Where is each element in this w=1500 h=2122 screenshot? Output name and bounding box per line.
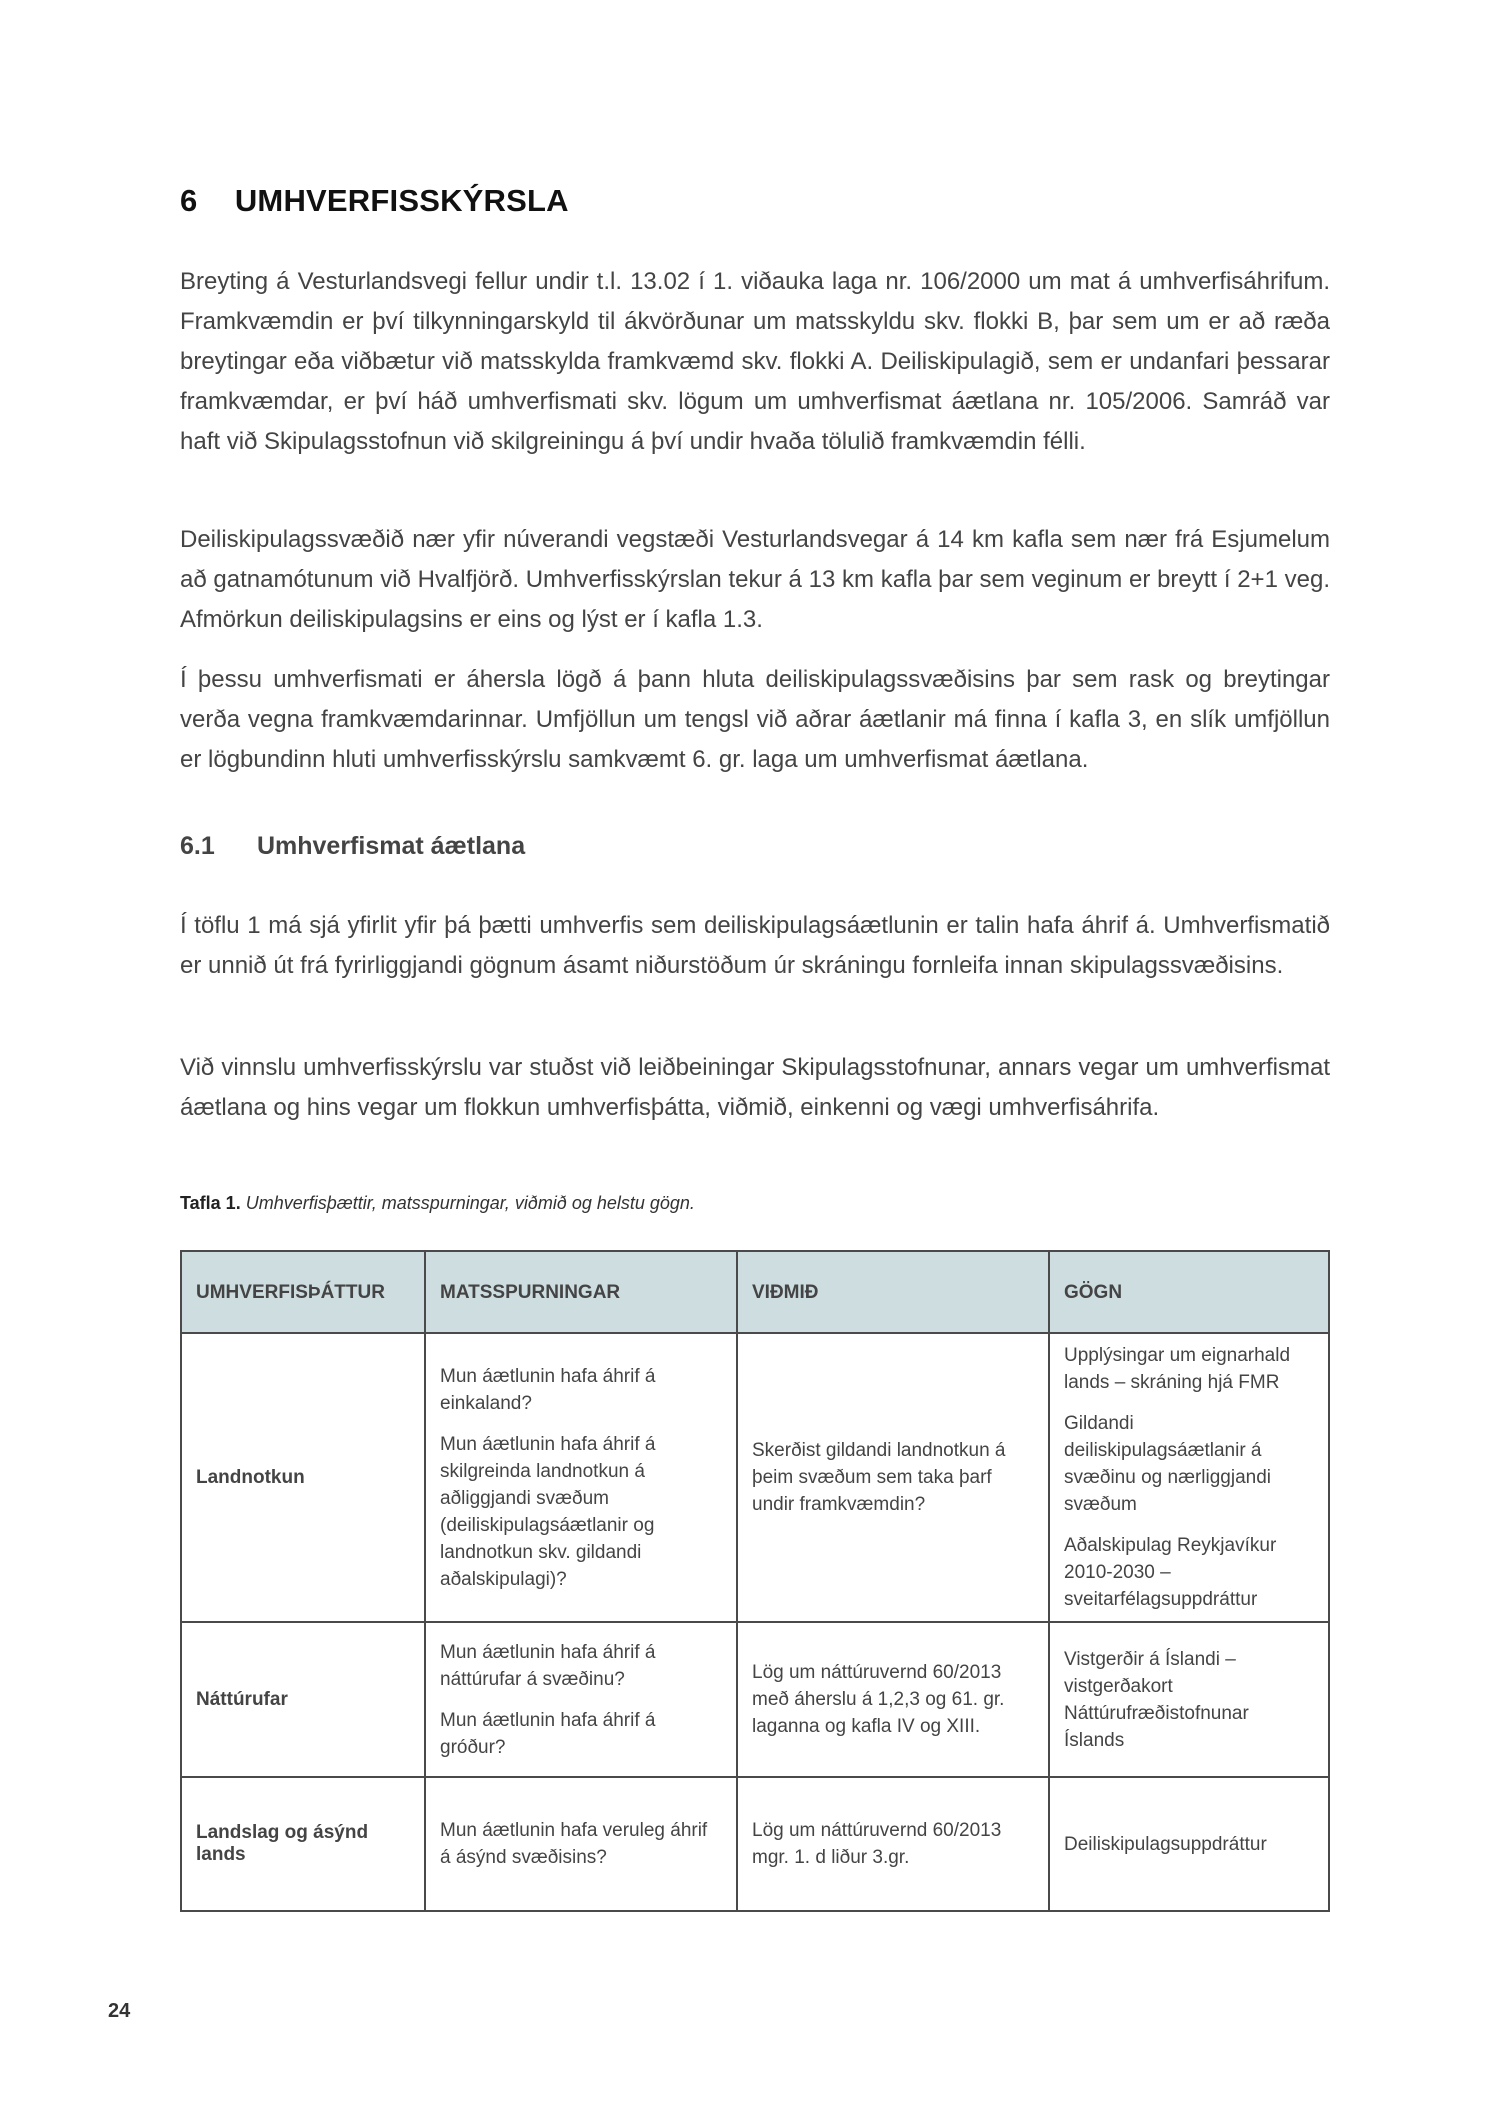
data-source: Gildandi deiliskipulagsáætlanir á svæðinu og nærliggjandi svæðum: [1064, 1413, 1272, 1515]
paragraph-2: Deiliskipulagssvæðið nær yfir núverandi vegstæði Vesturlandsvegar á 14 km kafla sem nær frá Esjumelum að gatnamótunum við Hvalfjörð. Umhverfisskýrslan tekur á 13 km kafla þar sem veginum er breytt í 2+1 veg. Afmörkun deiliskipulagsins er eins og lýst er í kafla 1.3.: [180, 526, 1330, 633]
paragraph-1: Breyting á Vesturlandsvegi fellur undir t.l. 13.02 í 1. viðauka laga nr. 106/2000 um mat á umhverfisáhrifum. Framkvæmdin er því tilkynningarskyld til ákvörðunar um matsskyldu skv. flokki B, þar sem um er að ræða breytingar eða viðbætur við matsskylda framkvæmd skv. flokki A. Deiliskipulagið, sem er undanfari þessarar framkvæmdar, er því háð umhverfismati skv. lögum um umhverfismat áætlana nr. 105/2006. Samráð var haft við Skipulagsstofnun við skilgreiningu á því undir hvaða tölulið framkvæmdin félli.: [180, 268, 1330, 455]
section-paragraph-2: Við vinnslu umhverfisskýrslu var stuðst við leiðbeiningar Skipulagsstofnunar, annars vegar um umhverfismat áætlana og hins vegar um flokkun umhverfisþátta, viðmið, einkenni og vægi umhverfisáhrifa.: [180, 1054, 1330, 1121]
questions-cell: [425, 1333, 737, 1622]
column-header-factor: UMHVERFISÞÁTTUR: [181, 1251, 425, 1333]
column-header-criteria: VIÐMIÐ: [737, 1251, 1049, 1333]
table-row: [181, 1622, 1329, 1777]
column-header-data: GÖGN: [1049, 1251, 1329, 1333]
factor-cell: Landnotkun: [181, 1333, 425, 1622]
question: Mun áætlunin hafa áhrif á skilgreinda landnotkun á aðliggjandi svæðum (deiliskipulagsáætlanir og landnotkun skv. gildandi aðalskipulagi)?: [440, 1433, 656, 1590]
question: Mun áætlunin hafa veruleg áhrif á ásýnd svæðisins?: [440, 1820, 708, 1868]
question: Mun áætlunin hafa áhrif á gróður?: [440, 1709, 656, 1758]
section-number: 6.1: [180, 832, 215, 860]
data-cell: [1049, 1622, 1329, 1777]
table-header-row: [181, 1251, 1329, 1333]
section-paragraph-1: Í töflu 1 má sjá yfirlit yfir þá þætti umhverfis sem deiliskipulagsáætlunin er talin hafa áhrif á. Umhverfismatið er unnið út frá fyrirliggjandi gögnum ásamt niðurstöðum úr skráningu fornleifa innan skipulagssvæðisins.: [180, 912, 1330, 979]
criterion: Lög um náttúruvernd 60/2013 með áherslu á 1,2,3 og 61. gr. laganna og kafla IV og XIII.: [752, 1662, 1005, 1737]
question: Mun áætlunin hafa áhrif á náttúrufar á svæðinu?: [440, 1641, 656, 1690]
criteria-cell: [737, 1777, 1049, 1911]
data-cell: [1049, 1777, 1329, 1911]
data-source: Deiliskipulagsuppdráttur: [1064, 1833, 1267, 1855]
factor-cell: Landslag og ásýnd lands: [181, 1777, 425, 1911]
chapter-number: 6: [180, 183, 198, 218]
paragraph-3: Í þessu umhverfismati er áhersla lögð á þann hluta deiliskipulagssvæðisins þar sem rask og breytingar verða vegna framkvæmdarinnar. Umfjöllun um tengsl við aðrar áætlanir má finna í kafla 3, en slík umfjöllun er lögbundinn hluti umhverfisskýrslu samkvæmt 6. gr. laga um umhverfismat áætlana.: [180, 666, 1330, 773]
table-row: [181, 1333, 1329, 1622]
table-caption: [180, 1193, 695, 1214]
section-heading: [180, 832, 525, 861]
table-caption-text: Umhverfisþættir, matsspurningar, viðmið og helstu gögn.: [245, 1193, 695, 1213]
section-title: Umhverfismat áætlana: [256, 832, 526, 860]
data-cell: [1049, 1333, 1329, 1622]
criteria-cell: [737, 1333, 1049, 1622]
question: Mun áætlunin hafa áhrif á einkaland?: [440, 1365, 656, 1414]
factor-cell: Náttúrufar: [181, 1622, 425, 1777]
page-number: 24: [108, 2000, 131, 2022]
data-source: Vistgerðir á Íslandi – vistgerðakort Náttúrufræðistofnunar Íslands: [1064, 1648, 1249, 1751]
table-caption-label: Tafla 1.: [180, 1193, 241, 1213]
criterion: Skerðist gildandi landnotkun á þeim svæðum sem taka þarf undir framkvæmdin?: [752, 1440, 1006, 1515]
questions-cell: [425, 1777, 737, 1911]
criteria-cell: [737, 1622, 1049, 1777]
table-row: [181, 1777, 1329, 1911]
data-source: Aðalskipulag Reykjavíkur 2010-2030 – sveitarfélagsuppdráttur: [1064, 1535, 1277, 1610]
data-source: Upplýsingar um eignarhald lands – skráning hjá FMR: [1064, 1345, 1291, 1393]
column-header-questions: MATSSPURNINGAR: [425, 1251, 737, 1333]
criterion: Lög um náttúruvernd 60/2013 mgr. 1. d liður 3.gr.: [752, 1820, 1002, 1868]
chapter-title: UMHVERFISSKÝRSLA: [234, 183, 569, 218]
chapter-heading: [180, 183, 569, 219]
environment-factors-table: [180, 1250, 1330, 1912]
questions-cell: [425, 1622, 737, 1777]
